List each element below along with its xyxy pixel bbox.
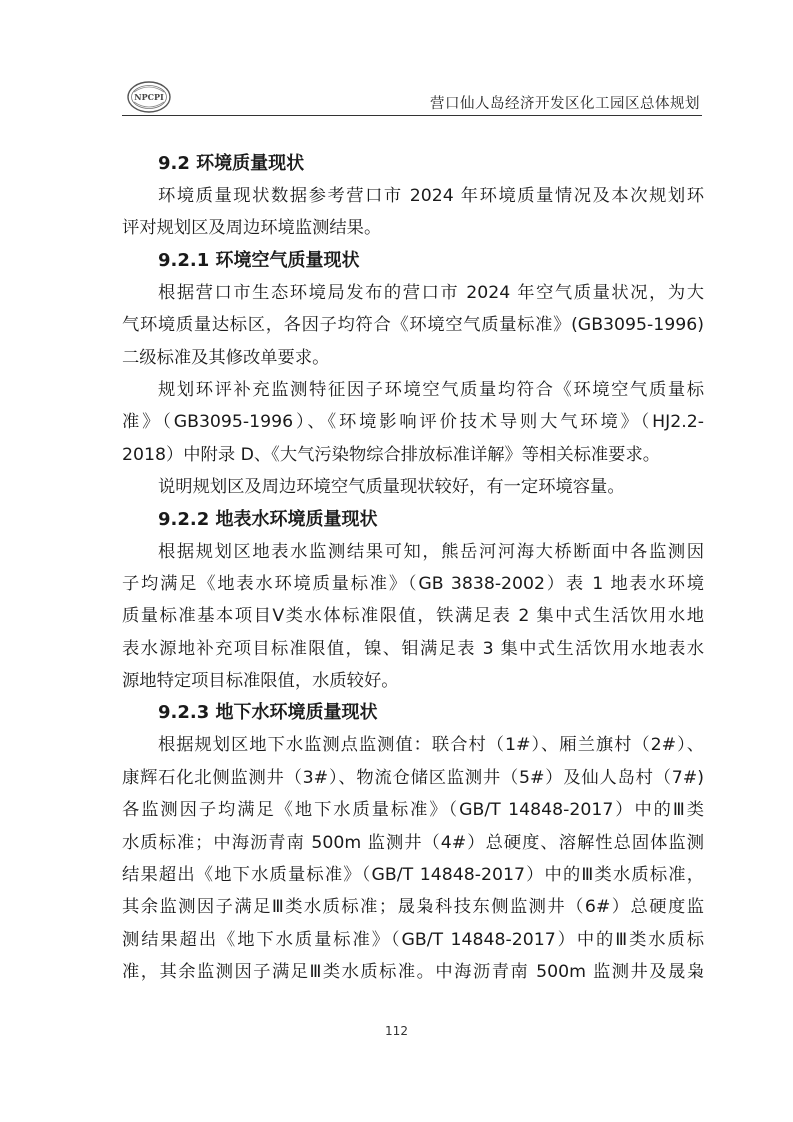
section-heading: 9.2.3 地下水环境质量现状 (158, 702, 378, 724)
text-line: 根据规划区地下水监测点监测值：联合村（1#）、厢兰旗村（2#）、 (158, 735, 704, 756)
document-title: 营口仙人岛经济开发区化工园区总体规划 (430, 96, 700, 112)
text-line: 根据营口市生态环境局发布的营口市 2024 年空气质量状况，为大 (158, 282, 704, 303)
paragraph (122, 536, 704, 698)
text-line: 说明规划区及周边环境空气质量现状较好，有一定环境容量。 (158, 477, 625, 498)
text-line: 表水源地补充项目标准限值，镍、钼满足表 3 集中式生活饮用水地表水 (122, 638, 704, 659)
text-line: 评对规划区及周边环境监测结果。 (122, 218, 382, 239)
text-line: 各监测因子均满足《地下水质量标准》（GB/T 14848-2017）中的Ⅲ类 (122, 800, 704, 821)
paragraph (122, 374, 704, 471)
text-line: 子均满足《地表水环境质量标准》（GB 3838-2002）表 1 地表水环境 (122, 573, 704, 594)
paragraph (122, 471, 704, 503)
text-line: 二级标准及其修改单要求。 (122, 347, 330, 368)
text-line: 2018）中附录 D、《大气污染物综合排放标准详解》等相关标准要求。 (122, 444, 661, 465)
text-line: 结果超出《地下水质量标准》（GB/T 14848-2017）中的Ⅲ类水质标准， (122, 865, 704, 886)
section-heading: 9.2.1 环境空气质量现状 (158, 249, 360, 271)
text-line: 根据规划区地表水监测结果可知，熊岳河河海大桥断面中各监测因 (158, 541, 704, 562)
text-line: 准》（GB3095-1996）、《环境影响评价技术导则大气环境》（HJ2.2- (122, 412, 704, 433)
header-divider (122, 115, 702, 116)
text-line: 康辉石化北侧监测井（3#）、物流仓储区监测井（5#）及仙人岛村（7#) (122, 767, 704, 788)
text-line: 准，其余监测因子满足Ⅲ类水质标准。中海沥青南 500m 监测井及晟枭 (122, 962, 704, 983)
svg-text:NPCPI: NPCPI (134, 92, 164, 102)
text-line: 其余监测因子满足Ⅲ类水质标准；晟枭科技东侧监测井（6#）总硬度监 (122, 897, 704, 918)
text-line: 质量标准基本项目Ⅴ类水体标准限值，铁满足表 2 集中式生活饮用水地 (122, 606, 704, 627)
section-heading: 9.2 环境质量现状 (158, 153, 305, 174)
page-number: 112 (385, 1024, 408, 1038)
page-header (122, 78, 702, 118)
text-line: 气环境质量达标区，各因子均符合《环境空气质量标准》(GB3095-1996) (122, 315, 704, 336)
text-line: 规划环评补充监测特征因子环境空气质量均符合《环境空气质量标 (158, 379, 704, 400)
page-body (122, 148, 704, 989)
text-line: 环境质量现状数据参考营口市 2024 年环境质量情况及本次规划环 (158, 186, 704, 206)
paragraph (122, 277, 704, 374)
text-line: 测结果超出《地下水质量标准》（GB/T 14848-2017）中的Ⅲ类水质标 (122, 929, 704, 950)
section-heading: 9.2.2 地表水环境质量现状 (158, 508, 378, 530)
paragraph (122, 180, 704, 245)
npcpi-logo-icon (126, 78, 172, 116)
text-line: 源地特定项目标准限值，水质较好。 (122, 671, 399, 692)
text-line: 水质标准；中海沥青南 500m 监测井（4#）总硬度、溶解性总固体监测 (122, 832, 704, 853)
paragraph (122, 729, 704, 988)
